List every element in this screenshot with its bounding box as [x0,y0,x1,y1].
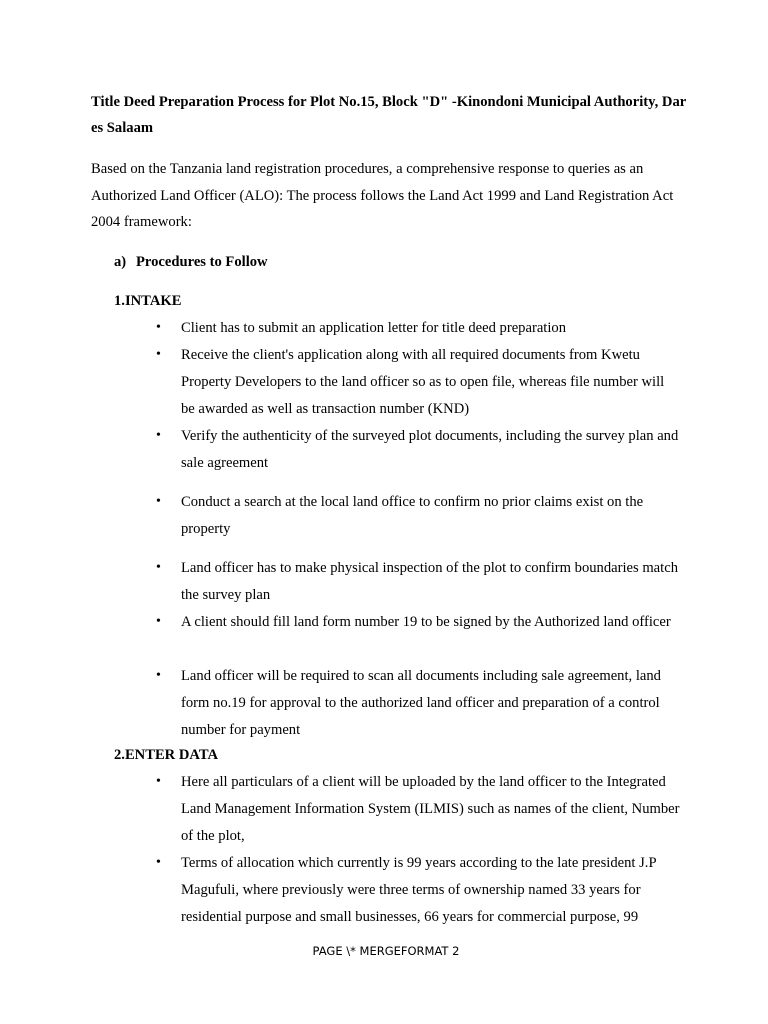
list-item [156,555,681,609]
list-item [156,609,681,636]
list-item-text: Here all particulars of a client will be uploaded by the land officer to the Integrated Land Management Information System (ILMIS) such as names of the client, Number of the plot, [181,774,680,844]
list-item [156,342,681,423]
bullet-icon: • [156,774,161,789]
list-item-text: Client has to submit an application letter for title deed preparation [181,320,566,336]
list-item [156,315,681,342]
subheading-text: Procedures to Follow [136,254,268,270]
list-item-text: Verify the authenticity of the surveyed plot documents, including the survey plan and sale agreement [181,428,679,471]
list-item [156,489,681,543]
list-item [156,850,681,931]
page-footer: PAGE \* MERGEFORMAT 2 [312,944,460,958]
bullet-icon: • [156,855,161,870]
bullet-icon: • [156,614,161,629]
document-title: Title Deed Preparation Process for Plot No.15, Block "D" -Kinondoni Municipal Authority, Dar es Salaam [91,94,686,136]
procedures-subheading [114,249,268,275]
intro-paragraph: Based on the Tanzania land registration procedures, a comprehensive response to queries as an Authorized Land Officer (ALO): The process follows the Land Act 1999 and Land Registration Act 2004 framework: [91,161,674,231]
list-item-text: Land officer will be required to scan all documents including sale agreement, land form no.19 for approval to the authorized land officer and preparation of a control number for payment [181,668,661,738]
section-heading-intake: 1.INTAKE [114,293,182,309]
subheading-marker: a) [114,254,127,270]
bullet-icon: • [156,560,161,575]
list-item-text: Receive the client's application along with all required documents from Kwetu Property Developers to the land officer so as to open file, whereas file number will be awarded as well as transaction number (KND) [181,347,665,417]
list-item [156,663,681,744]
list-item-text: Conduct a search at the local land office to confirm no prior claims exist on the property [181,494,644,537]
bullet-icon: • [156,320,161,335]
list-item-text: Land officer has to make physical inspection of the plot to confirm boundaries match the survey plan [181,560,678,603]
bullet-icon: • [156,494,161,509]
list-item-text: Terms of allocation which currently is 99 years according to the late president J.P Magufuli, where previously were three terms of ownership named 33 years for residential purpose and small businesses, 66 years for commercial purpose, 99 [181,855,657,925]
bullet-icon: • [156,347,161,362]
list-item [156,769,681,850]
list-item-text: A client should fill land form number 19 to be signed by the Authorized land officer [181,614,671,630]
section-heading-enter-data: 2.ENTER DATA [114,747,219,763]
bullet-icon: • [156,428,161,443]
list-item [156,423,681,477]
bullet-icon: • [156,668,161,683]
